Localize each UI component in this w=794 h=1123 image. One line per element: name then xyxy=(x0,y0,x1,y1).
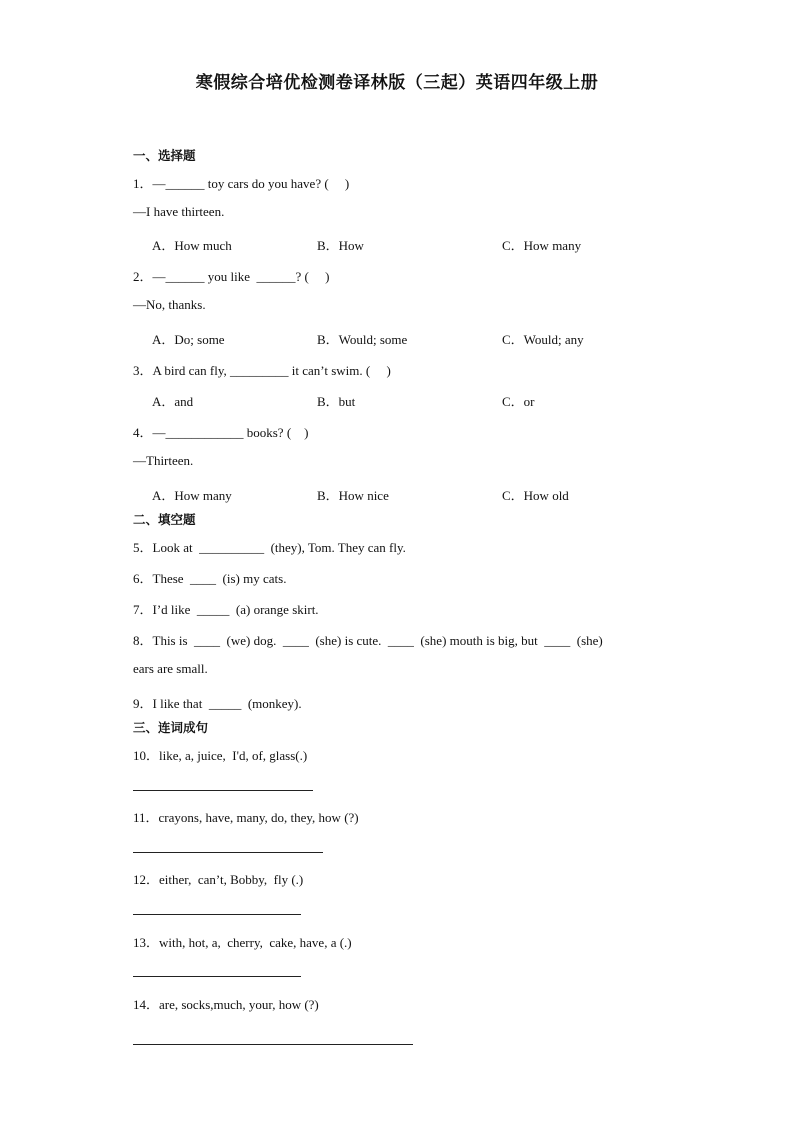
question-9: 9．I like that _____ (monkey). xyxy=(133,696,302,711)
section-heading-sentence-building: 三、连词成句 xyxy=(133,720,209,735)
question-2-option-c: C．Would; any xyxy=(502,332,584,347)
answer-line-13 xyxy=(133,976,301,977)
question-13: 13．with, hot, a, cherry, cake, have, a (.) xyxy=(133,935,352,950)
question-8: 8．This is ____ (we) dog. ____ (she) is cute. ____ (she) mouth is big, but ____ (she) xyxy=(133,633,603,648)
question-12: 12．either, can’t, Bobby, fly (.) xyxy=(133,872,304,887)
question-14: 14．are, socks,much, your, how (?) xyxy=(133,997,319,1012)
question-4-option-a: A．How many xyxy=(152,488,232,503)
section-heading-multiple-choice: 一、选择题 xyxy=(133,148,196,163)
question-2: 2．—______ you like ______? ( ) xyxy=(133,269,330,284)
question-8-continued: ears are small. xyxy=(133,661,208,676)
page-title: 寒假综合培优检测卷译林版（三起）英语四年级上册 xyxy=(195,73,599,93)
question-7: 7．I’d like _____ (a) orange skirt. xyxy=(133,602,319,617)
answer-line-14 xyxy=(133,1044,413,1045)
question-2-reply: —No, thanks. xyxy=(133,297,206,312)
question-6: 6．These ____ (is) my cats. xyxy=(133,571,287,586)
answer-line-10 xyxy=(133,790,313,791)
answer-line-12 xyxy=(133,914,301,915)
question-2-option-b: B．Would; some xyxy=(317,332,408,347)
section-heading-fill-in: 二、填空题 xyxy=(133,512,196,527)
question-11: 11．crayons, have, many, do, they, how (?) xyxy=(133,810,359,825)
question-1-option-b: B．How xyxy=(317,238,364,253)
question-3: 3．A bird can fly, _________ it can’t swim. ( ) xyxy=(133,363,391,378)
question-5: 5．Look at __________ (they), Tom. They can fly. xyxy=(133,540,406,555)
question-1-option-a: A．How much xyxy=(152,238,232,253)
question-4-reply: —Thirteen. xyxy=(133,453,194,468)
question-1-option-c: C．How many xyxy=(502,238,582,253)
answer-line-11 xyxy=(133,852,323,853)
question-2-option-a: A．Do; some xyxy=(152,332,225,347)
question-4-option-c: C．How old xyxy=(502,488,569,503)
question-4: 4．—____________ books? ( ) xyxy=(133,425,309,440)
question-4-option-b: B．How nice xyxy=(317,488,389,503)
question-1-reply: —I have thirteen. xyxy=(133,204,225,219)
question-3-option-a: A．and xyxy=(152,394,194,409)
question-3-option-b: B．but xyxy=(317,394,356,409)
question-1: 1．—______ toy cars do you have? ( ) xyxy=(133,176,350,191)
question-3-option-c: C．or xyxy=(502,394,535,409)
question-10: 10．like, a, juice, I'd, of, glass(.) xyxy=(133,748,308,763)
